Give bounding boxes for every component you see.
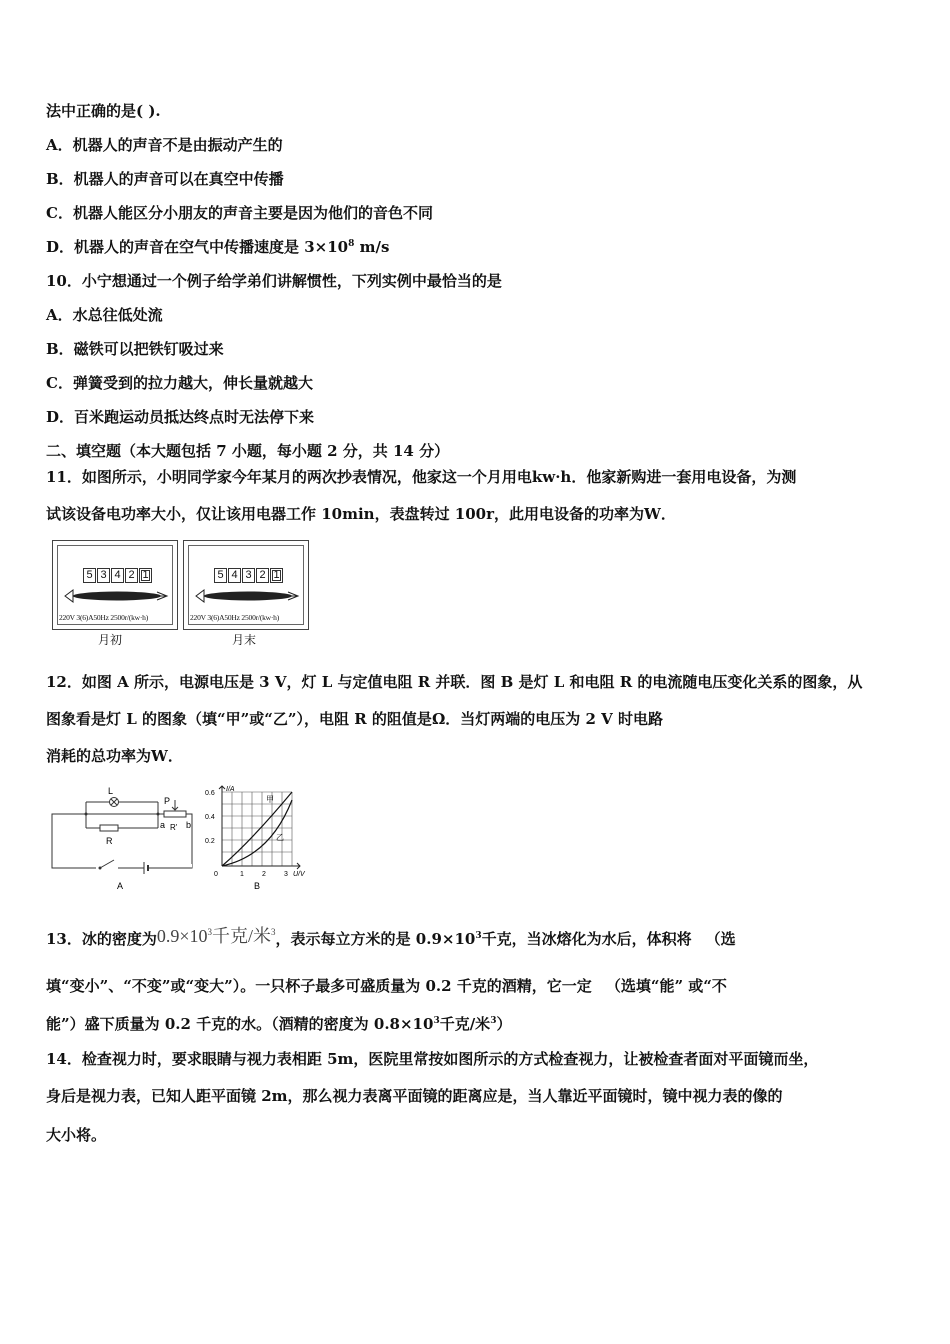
q9-option-d: D．机器人的声音在空气中传播速度是 $3\times 10^8$ m/s xyxy=(46,238,390,256)
graph-ylabel: I/A xyxy=(226,786,235,793)
ytick: 0.4 xyxy=(205,814,215,821)
ytick: 0.2 xyxy=(205,838,215,845)
q10-option-a: A．水总往低处流 xyxy=(46,306,163,324)
xtick: 2 xyxy=(262,871,266,878)
q9-option-c: C．机器人能区分小朋友的声音主要是因为他们的音色不同 xyxy=(46,204,433,222)
resistor-label: R xyxy=(106,836,113,846)
rheostat-icon xyxy=(164,811,186,817)
xtick: 0 xyxy=(214,871,218,878)
circuit-diagram xyxy=(46,782,198,892)
curve-yi-label: 乙 xyxy=(276,833,284,842)
q9-stem: 法中正确的是( ). xyxy=(46,102,161,120)
resistor-icon xyxy=(100,825,118,831)
section-title: 二、填空题（本大题包括 7 小题，每小题 2 分，共 14 分） xyxy=(46,442,450,460)
q9-option-b: B．机器人的声音可以在真空中传播 xyxy=(46,170,284,188)
lamp-label: L xyxy=(108,786,114,796)
meter-end-digits: 5 4 3 2 1 xyxy=(214,568,284,583)
meter-start-spec: 220V 3(6)A50Hz 2500r/(kw·h) xyxy=(59,613,149,622)
q14-line1: 14．检查视力时，要求眼睛与视力表相距 5m，医院里常按如图所示的方式检查视力，让被检查者面对平面镜而坐， xyxy=(46,1050,819,1068)
q14-line2: 身后是视力表，已知人距平面镜 2m，那么视力表离平面镜的距离应是，当人靠近平面镜时，镜中视力表的像的 xyxy=(46,1087,783,1105)
ice-density-formula: $0.9\times 10^3$千克/米$^3$ xyxy=(156,926,276,946)
curve-jia-label: 甲 xyxy=(266,795,274,804)
q12-line1: 12．如图 A 所示，电源电压是 3 V，灯 L 与定值电阻 R 并联．图 B 是灯 L 和电阻 R 的电流随电压变化关系的图象，从 xyxy=(46,673,863,691)
q11-line2: 试该设备电功率大小，仅让该用电器工作 10min，表盘转过 100r，此用电设备的功率为W． xyxy=(46,505,676,523)
circuit-label: A xyxy=(117,881,124,891)
meter-end-disc xyxy=(190,585,302,607)
iv-graph xyxy=(200,782,312,892)
rheostat-b: b xyxy=(186,820,192,830)
q9-option-a: A．机器人的声音不是由振动产生的 xyxy=(46,136,283,154)
q13-line2: 填“变小”、“不变”或“变大”）。一只杯子最多可盛质量为 0.2 千克的酒精，它一定 （选填“能” 或“不 xyxy=(46,977,727,995)
meter-start-label: 月初 xyxy=(98,633,123,647)
xtick: 1 xyxy=(240,871,244,878)
curve-jia xyxy=(222,792,292,866)
q12-line2: 图象看是灯 L 的图象（填“甲”或“乙”），电阻 R 的阻值是Ω．当灯两端的电压为 2 V 时电路 xyxy=(46,710,664,728)
meter-start xyxy=(52,540,178,630)
rheostat-label: R' xyxy=(170,823,178,832)
q12-line3: 消耗的总功率为W． xyxy=(46,747,183,765)
q13-line3: 能”）盛下质量为 0.2 千克的水。（酒精的密度为 $0.8\times 10^3$千克/米$^3$） xyxy=(46,1015,512,1033)
meter-start-digits: 5 3 4 2 1 xyxy=(83,568,153,583)
graph-xlabel: U/V xyxy=(293,871,305,878)
q10-option-d: D．百米跑运动员抵达终点时无法停下来 xyxy=(46,408,315,426)
xtick: 3 xyxy=(284,871,288,878)
q10-stem: 10．小宁想通过一个例子给学弟们讲解惯性，下列实例中最恰当的是 xyxy=(46,272,502,290)
meter-end xyxy=(183,540,309,630)
graph-grid xyxy=(222,792,292,866)
q10-option-b: B．磁铁可以把铁钉吸过来 xyxy=(46,340,224,358)
q10-option-c: C．弹簧受到的拉力越大，伸长量就越大 xyxy=(46,374,313,392)
rheostat-p: P xyxy=(164,796,171,806)
ytick: 0.6 xyxy=(205,790,215,797)
meter-start-disc xyxy=(59,585,171,607)
meter-end-label: 月末 xyxy=(232,633,257,647)
q14-line3: 大小将。 xyxy=(46,1126,107,1144)
rheostat-a: a xyxy=(160,820,166,830)
q13-line1: 13．冰的密度为$0.9\times 10^3$千克/米$^3$，表示每立方米的是 $0.9\times 10^3$千克，当冰熔化为水后，体积将 （选 xyxy=(46,926,736,948)
q11-line1: 11．如图所示，小明同学家今年某月的两次抄表情况，他家这一个月用电kw·h．他家新购进一套用电设备，为测 xyxy=(46,468,797,486)
graph-label: B xyxy=(254,881,261,891)
meter-end-spec: 220V 3(6)A50Hz 2500r/(kw·h) xyxy=(190,613,280,622)
